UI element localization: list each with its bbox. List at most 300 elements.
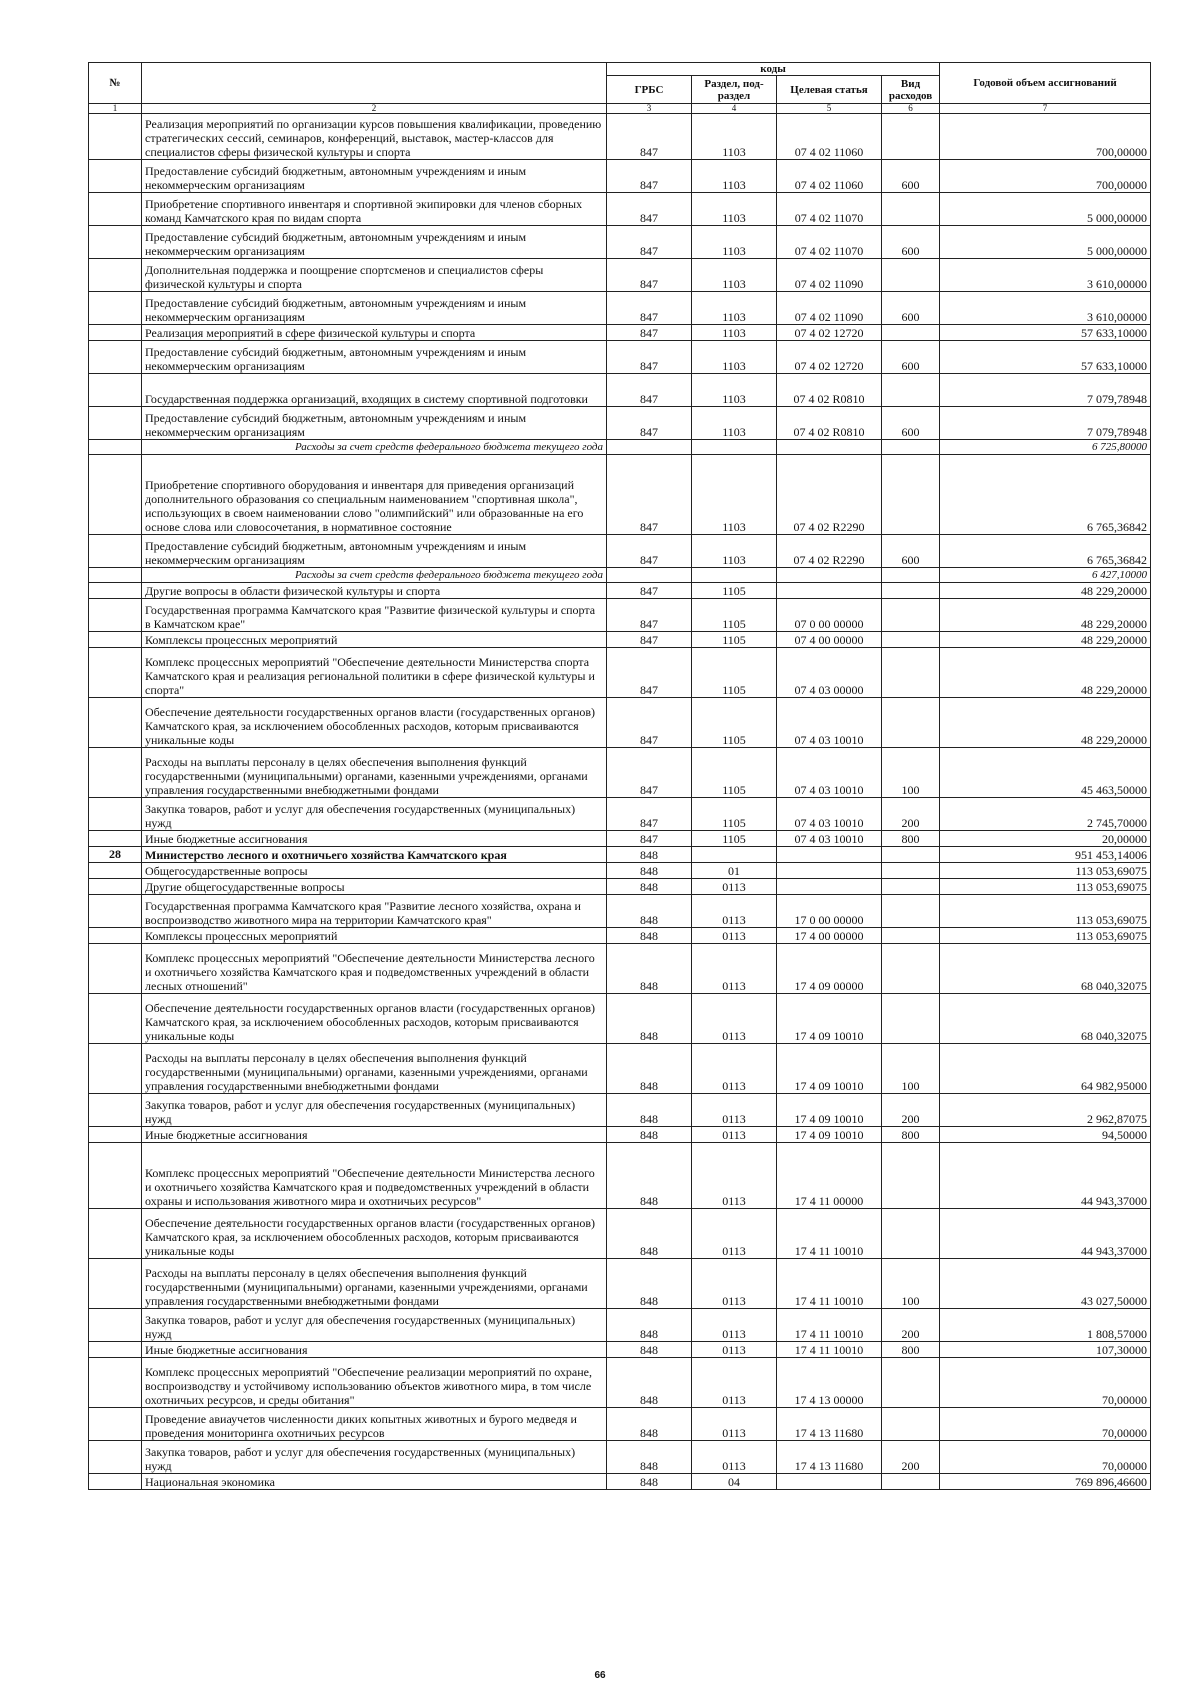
row-name: Приобретение спортивного оборудования и инвентаря для приведения организаций дополнительного образования со специальным наименованием "спортивная школа", использующих в своем наименовании слово "олимпийский" или образованные на его основе слова или словосочетания, в нормативное состояние [142,455,607,535]
row-razdel: 0113 [692,1259,777,1309]
row-celevaya: 07 4 02 11060 [777,160,882,193]
table-row [89,895,1151,928]
row-razdel: 1105 [692,648,777,698]
row-name: Расходы на выплаты персоналу в целях обеспечения выполнения функций государственными (муниципальными) органами, казенными учреждениями, органами управления государственными внебюджетными фондами [142,748,607,798]
row-number [89,944,142,994]
colnum-7: 7 [940,104,1151,114]
row-vid [882,863,940,879]
row-grbs: 847 [607,599,692,632]
row-vid: 600 [882,341,940,374]
budget-table-body [89,114,1151,1490]
row-razdel: 0113 [692,944,777,994]
colnum-4: 4 [692,104,777,114]
row-name: Комплекс процессных мероприятий "Обеспечение деятельности Министерства спорта Камчатского края и реализация региональной политики в сфере физической культуры и спорта" [142,648,607,698]
table-row [89,831,1151,847]
row-number [89,879,142,895]
row-razdel: 1103 [692,226,777,259]
row-sum: 769 896,46600 [940,1474,1151,1490]
row-razdel: 1103 [692,193,777,226]
row-grbs: 848 [607,994,692,1044]
row-grbs: 847 [607,374,692,407]
row-sum: 20,00000 [940,831,1151,847]
header-codes: коды [607,63,940,76]
row-number [89,292,142,325]
row-name: Комплекс процессных мероприятий "Обеспечение деятельности Министерства лесного и охотничьего хозяйства Камчатского края и подведомственных учреждений в области лесных отношений" [142,944,607,994]
row-grbs: 847 [607,193,692,226]
row-celevaya: 07 4 03 10010 [777,698,882,748]
row-vid [882,632,940,648]
colnum-3: 3 [607,104,692,114]
row-vid [882,1209,940,1259]
row-grbs: 848 [607,1143,692,1209]
table-row [89,1441,1151,1474]
row-sum: 6 725,80000 [940,440,1151,455]
table-row [89,407,1151,440]
row-sum: 70,00000 [940,1441,1151,1474]
row-number [89,895,142,928]
row-razdel: 0113 [692,879,777,895]
row-grbs: 847 [607,648,692,698]
row-sum: 44 943,37000 [940,1209,1151,1259]
row-vid [882,325,940,341]
row-celevaya: 17 4 09 00000 [777,944,882,994]
row-name: Комплекс процессных мероприятий "Обеспечение деятельности Министерства лесного и охотничьего хозяйства Камчатского края и подведомственных учреждений в области охраны и использования животного мира и охотничьих ресурсов" [142,1143,607,1209]
row-name: Расходы за счет средств федерального бюджета текущего года [142,440,607,455]
row-celevaya: 07 4 02 R2290 [777,535,882,568]
table-row [89,863,1151,879]
row-name: Предоставление субсидий бюджетным, автономным учреждениям и иным некоммерческим организациям [142,160,607,193]
row-grbs: 847 [607,226,692,259]
row-sum: 57 633,10000 [940,325,1151,341]
row-celevaya: 07 4 02 11060 [777,114,882,160]
row-name: Проведение авиаучетов численности диких копытных животных и бурого медведя и проведения мониторинга охотничьих ресурсов [142,1408,607,1441]
row-sum: 6 765,36842 [940,535,1151,568]
row-number [89,1408,142,1441]
row-grbs: 847 [607,831,692,847]
row-vid [882,259,940,292]
row-grbs: 848 [607,944,692,994]
row-celevaya: 17 4 11 10010 [777,1342,882,1358]
row-grbs: 848 [607,863,692,879]
row-number [89,1044,142,1094]
header-vid: Вид расходов [882,76,940,104]
row-name: Министерство лесного и охотничьего хозяйства Камчатского края [142,847,607,863]
row-vid: 600 [882,535,940,568]
row-vid [882,440,940,455]
row-number [89,440,142,455]
row-sum: 5 000,00000 [940,226,1151,259]
row-grbs: 848 [607,1474,692,1490]
row-name: Иные бюджетные ассигнования [142,1127,607,1143]
row-name: Закупка товаров, работ и услуг для обеспечения государственных (муниципальных) нужд [142,1441,607,1474]
row-celevaya: 17 4 00 00000 [777,928,882,944]
row-sum: 57 633,10000 [940,341,1151,374]
row-sum: 7 079,78948 [940,407,1151,440]
row-vid [882,114,940,160]
row-name: Предоставление субсидий бюджетным, автономным учреждениям и иным некоммерческим организациям [142,226,607,259]
row-celevaya: 07 0 00 00000 [777,599,882,632]
table-row [89,374,1151,407]
row-vid [882,847,940,863]
row-name: Общегосударственные вопросы [142,863,607,879]
row-vid: 200 [882,1309,940,1342]
row-celevaya: 07 4 00 00000 [777,632,882,648]
row-razdel [692,440,777,455]
row-name: Государственная программа Камчатского края "Развитие физической культуры и спорта в Камчатском крае" [142,599,607,632]
row-celevaya: 17 4 13 11680 [777,1441,882,1474]
row-name: Расходы на выплаты персоналу в целях обеспечения выполнения функций государственными (муниципальными) органами, казенными учреждениями, органами управления государственными внебюджетными фондами [142,1259,607,1309]
row-razdel: 0113 [692,994,777,1044]
row-razdel: 1103 [692,160,777,193]
row-name: Предоставление субсидий бюджетным, автономным учреждениям и иным некоммерческим организациям [142,341,607,374]
header-annual: Годовой объем ассигнований [940,63,1151,104]
row-sum: 6 427,10000 [940,568,1151,583]
row-razdel: 04 [692,1474,777,1490]
row-razdel: 0113 [692,1342,777,1358]
row-number [89,1358,142,1408]
row-razdel: 1103 [692,259,777,292]
row-razdel: 1103 [692,292,777,325]
row-sum: 48 229,20000 [940,648,1151,698]
row-vid [882,193,940,226]
table-row [89,325,1151,341]
row-grbs: 847 [607,698,692,748]
row-celevaya: 07 4 02 11090 [777,259,882,292]
row-vid: 100 [882,748,940,798]
row-grbs: 848 [607,1358,692,1408]
row-name: Предоставление субсидий бюджетным, автономным учреждениям и иным некоммерческим организациям [142,535,607,568]
row-number: 28 [89,847,142,863]
row-grbs: 848 [607,1309,692,1342]
row-celevaya: 07 4 02 11070 [777,226,882,259]
table-row [89,1259,1151,1309]
row-razdel: 1105 [692,632,777,648]
row-grbs: 847 [607,341,692,374]
row-razdel: 0113 [692,1094,777,1127]
row-sum: 113 053,69075 [940,928,1151,944]
row-celevaya: 17 4 13 00000 [777,1358,882,1408]
row-celevaya [777,583,882,599]
row-number [89,160,142,193]
row-vid: 200 [882,798,940,831]
row-grbs: 847 [607,798,692,831]
row-sum: 6 765,36842 [940,455,1151,535]
row-grbs: 848 [607,1044,692,1094]
row-celevaya: 17 4 09 10010 [777,1094,882,1127]
row-celevaya: 17 4 11 00000 [777,1143,882,1209]
colnum-5: 5 [777,104,882,114]
row-number [89,928,142,944]
header-num: № [89,63,142,104]
row-celevaya: 17 4 09 10010 [777,994,882,1044]
table-row [89,748,1151,798]
row-vid [882,599,940,632]
row-name: Обеспечение деятельности государственных органов власти (государственных органов) Камчатского края, за исключением обособленных расходов, которым присваиваются уникальные коды [142,1209,607,1259]
row-sum: 3 610,00000 [940,259,1151,292]
row-sum: 48 229,20000 [940,599,1151,632]
row-razdel: 1105 [692,748,777,798]
row-razdel: 0113 [692,1143,777,1209]
row-razdel: 1105 [692,698,777,748]
row-grbs [607,568,692,583]
row-name: Расходы за счет средств федерального бюджета текущего года [142,568,607,583]
row-name: Другие общегосударственные вопросы [142,879,607,895]
row-name: Иные бюджетные ассигнования [142,831,607,847]
row-vid [882,895,940,928]
row-razdel: 1103 [692,341,777,374]
row-vid [882,374,940,407]
row-grbs: 847 [607,583,692,599]
row-name: Предоставление субсидий бюджетным, автономным учреждениям и иным некоммерческим организациям [142,407,607,440]
table-row [89,698,1151,748]
row-number [89,748,142,798]
table-row [89,1342,1151,1358]
table-row [89,1044,1151,1094]
row-name: Дополнительная поддержка и поощрение спортсменов и специалистов сферы физической культуры и спорта [142,259,607,292]
row-number [89,455,142,535]
row-number [89,831,142,847]
row-grbs: 848 [607,1259,692,1309]
row-razdel: 0113 [692,928,777,944]
row-name: Закупка товаров, работ и услуг для обеспечения государственных (муниципальных) нужд [142,1309,607,1342]
row-number [89,599,142,632]
row-razdel: 1103 [692,114,777,160]
row-razdel: 1105 [692,583,777,599]
row-grbs: 848 [607,1094,692,1127]
row-vid [882,1143,940,1209]
header-razdel: Раздел, под-раздел [692,76,777,104]
table-row [89,632,1151,648]
row-number [89,193,142,226]
row-grbs: 848 [607,847,692,863]
row-sum: 700,00000 [940,114,1151,160]
row-grbs: 847 [607,407,692,440]
row-sum: 44 943,37000 [940,1143,1151,1209]
row-number [89,1342,142,1358]
row-vid [882,1408,940,1441]
row-celevaya: 17 4 11 10010 [777,1309,882,1342]
table-row [89,1143,1151,1209]
row-number [89,341,142,374]
row-vid [882,994,940,1044]
row-vid: 600 [882,292,940,325]
row-grbs: 848 [607,1408,692,1441]
row-sum: 68 040,32075 [940,994,1151,1044]
row-celevaya [777,847,882,863]
row-razdel: 1103 [692,374,777,407]
row-number [89,374,142,407]
row-celevaya: 07 4 02 11070 [777,193,882,226]
row-number [89,1094,142,1127]
table-row [89,440,1151,455]
row-sum: 951 453,14006 [940,847,1151,863]
row-celevaya [777,568,882,583]
row-grbs: 847 [607,325,692,341]
row-name: Закупка товаров, работ и услуг для обеспечения государственных (муниципальных) нужд [142,798,607,831]
table-row [89,1309,1151,1342]
row-name: Комплекс процессных мероприятий "Обеспечение реализации мероприятий по охране, воспроизводству и устойчивому использованию объектов животного мира, в том числе охотничьих ресурсов, и среды обитания" [142,1358,607,1408]
row-celevaya: 17 0 00 00000 [777,895,882,928]
table-row [89,226,1151,259]
row-number [89,259,142,292]
row-sum: 113 053,69075 [940,863,1151,879]
row-sum: 7 079,78948 [940,374,1151,407]
row-name: Комплексы процессных мероприятий [142,632,607,648]
row-sum: 113 053,69075 [940,895,1151,928]
row-sum: 70,00000 [940,1358,1151,1408]
table-row [89,599,1151,632]
row-vid [882,455,940,535]
row-number [89,1143,142,1209]
table-row [89,455,1151,535]
row-name: Другие вопросы в области физической культуры и спорта [142,583,607,599]
row-celevaya: 17 4 13 11680 [777,1408,882,1441]
row-grbs: 847 [607,292,692,325]
row-razdel: 0113 [692,1209,777,1259]
table-row [89,1358,1151,1408]
colnum-2: 2 [142,104,607,114]
row-sum: 2 745,70000 [940,798,1151,831]
row-vid [882,583,940,599]
row-razdel: 1103 [692,325,777,341]
row-grbs: 847 [607,114,692,160]
row-name: Государственная поддержка организаций, входящих в систему спортивной подготовки [142,374,607,407]
table-row [89,994,1151,1044]
row-number [89,1259,142,1309]
table-row [89,535,1151,568]
row-number [89,698,142,748]
table-row [89,160,1151,193]
row-grbs: 848 [607,1209,692,1259]
row-razdel: 0113 [692,895,777,928]
row-number [89,535,142,568]
row-vid: 600 [882,226,940,259]
row-razdel [692,847,777,863]
row-number [89,863,142,879]
row-vid: 800 [882,1127,940,1143]
row-grbs: 847 [607,259,692,292]
table-row [89,1209,1151,1259]
budget-document [88,62,1150,1490]
row-number [89,1474,142,1490]
row-razdel: 1103 [692,455,777,535]
row-celevaya: 07 4 03 10010 [777,748,882,798]
row-vid [882,879,940,895]
table-row [89,1094,1151,1127]
row-sum: 64 982,95000 [940,1044,1151,1094]
row-vid [882,1474,940,1490]
colnum-6: 6 [882,104,940,114]
table-row [89,648,1151,698]
row-number [89,325,142,341]
row-grbs: 847 [607,535,692,568]
row-vid: 600 [882,160,940,193]
row-number [89,1209,142,1259]
row-sum: 45 463,50000 [940,748,1151,798]
row-razdel: 0113 [692,1309,777,1342]
row-name: Приобретение спортивного инвентаря и спортивной экипировки для членов сборных команд Камчатского края по видам спорта [142,193,607,226]
row-name: Обеспечение деятельности государственных органов власти (государственных органов) Камчатского края, за исключением обособленных расходов, которым присваиваются уникальные коды [142,994,607,1044]
row-sum: 48 229,20000 [940,583,1151,599]
row-celevaya: 07 4 02 11090 [777,292,882,325]
table-row [89,928,1151,944]
row-number [89,1309,142,1342]
row-celevaya: 07 4 03 00000 [777,648,882,698]
row-razdel [692,568,777,583]
row-sum: 1 808,57000 [940,1309,1151,1342]
table-row [89,879,1151,895]
table-row [89,847,1151,863]
row-celevaya: 17 4 11 10010 [777,1259,882,1309]
table-row [89,114,1151,160]
row-razdel: 1105 [692,831,777,847]
row-vid: 100 [882,1259,940,1309]
row-name: Реализация мероприятий в сфере физической культуры и спорта [142,325,607,341]
row-razdel: 0113 [692,1127,777,1143]
row-vid [882,944,940,994]
row-razdel: 1105 [692,798,777,831]
table-row [89,292,1151,325]
row-vid [882,1358,940,1408]
row-celevaya: 07 4 02 R2290 [777,455,882,535]
table-row [89,341,1151,374]
row-vid: 800 [882,1342,940,1358]
row-sum: 48 229,20000 [940,632,1151,648]
row-razdel: 0113 [692,1044,777,1094]
row-vid: 200 [882,1441,940,1474]
row-vid [882,928,940,944]
row-number [89,114,142,160]
row-name: Расходы на выплаты персоналу в целях обеспечения выполнения функций государственными (муниципальными) органами, казенными учреждениями, органами управления государственными внебюджетными фондами [142,1044,607,1094]
row-celevaya: 07 4 02 R0810 [777,407,882,440]
row-name: Предоставление субсидий бюджетным, автономным учреждениям и иным некоммерческим организациям [142,292,607,325]
row-sum: 5 000,00000 [940,193,1151,226]
header-name [142,63,607,104]
row-razdel: 01 [692,863,777,879]
row-name: Комплексы процессных мероприятий [142,928,607,944]
row-razdel: 1105 [692,599,777,632]
row-razdel: 0113 [692,1358,777,1408]
table-row [89,568,1151,583]
row-sum: 113 053,69075 [940,879,1151,895]
budget-table [88,62,1151,1490]
row-grbs: 847 [607,748,692,798]
row-name: Национальная экономика [142,1474,607,1490]
row-celevaya: 17 4 09 10010 [777,1127,882,1143]
column-numbers-row [89,104,1151,114]
header-celevaya: Целевая статья [777,76,882,104]
row-sum: 43 027,50000 [940,1259,1151,1309]
table-row [89,1474,1151,1490]
table-row [89,193,1151,226]
row-grbs: 847 [607,632,692,648]
row-sum: 48 229,20000 [940,698,1151,748]
row-number [89,632,142,648]
table-row [89,1408,1151,1441]
row-celevaya: 17 4 11 10010 [777,1209,882,1259]
row-celevaya: 07 4 03 10010 [777,798,882,831]
table-row [89,1127,1151,1143]
page-number: 66 [594,1670,606,1681]
row-sum: 107,30000 [940,1342,1151,1358]
row-sum: 2 962,87075 [940,1094,1151,1127]
row-razdel: 1103 [692,535,777,568]
row-celevaya: 07 4 02 12720 [777,341,882,374]
row-grbs: 848 [607,1127,692,1143]
row-celevaya: 07 4 02 12720 [777,325,882,341]
row-number [89,994,142,1044]
table-row [89,798,1151,831]
